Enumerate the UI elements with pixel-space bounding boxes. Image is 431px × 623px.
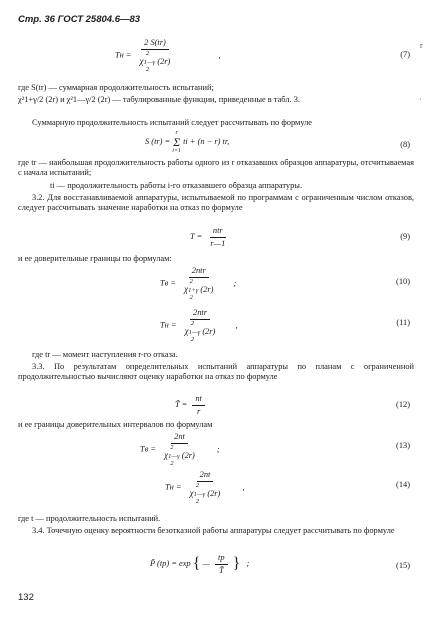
formula-13-denominator — [161, 444, 198, 468]
paragraph-bounds-2: и ее границы доверительных интервалов по формулам — [18, 420, 213, 429]
equation-number-14: (14) — [396, 480, 410, 489]
formula-11-chi — [185, 321, 201, 344]
paragraph-bounds-1: и ее доверительные границы по формулам: — [18, 254, 172, 263]
formula-15-tail: ; — [246, 559, 250, 569]
formula-9 — [190, 226, 231, 248]
formula-14-fraction — [187, 470, 224, 505]
formula-10-fraction — [181, 266, 216, 301]
paragraph-where-chi: χ²1+γ/2 (2r) и χ²1—γ/2 (2r) — табулированные функции, приведенные в табл. 3. — [18, 95, 300, 104]
chi-symbol: χ — [184, 326, 189, 337]
paragraph-where-t: где t — продолжительность испытаний. — [18, 514, 161, 523]
formula-13-lhs: Tв = — [140, 444, 157, 454]
formula-9-numerator: ntr — [210, 226, 226, 238]
formula-12-fraction — [192, 394, 205, 416]
equation-number-15: (15) — [396, 561, 410, 570]
formula-14 — [165, 470, 245, 505]
equation-number-8: (8) — [400, 140, 410, 149]
chi-superscript: 2 — [145, 49, 150, 57]
formula-11-arg: (2r) — [202, 326, 216, 336]
formula-15: P̃ (tр) = exp { — $\frac{tр}{T̃}$ } ; — [150, 553, 250, 575]
chi-half: 2 — [190, 335, 195, 343]
chi-superscript: 2 — [195, 481, 200, 489]
formula-10-lhs: Tв = — [160, 278, 177, 288]
chi-half: 2 — [195, 497, 200, 505]
formula-11-numerator: 2ntr — [190, 308, 210, 320]
formula-11 — [160, 308, 238, 343]
equation-number-12: (12) — [396, 400, 410, 409]
chi-index: 1+γ — [188, 287, 199, 295]
formula-10-chi — [184, 279, 198, 302]
formula-10-tail: ; — [233, 278, 237, 288]
formula-11-fraction — [182, 308, 219, 343]
chi-symbol: χ — [189, 488, 194, 499]
chi-index: 1—γ — [143, 59, 156, 67]
formula-14-numerator: 2nt — [197, 470, 214, 482]
equation-number-7: (7) — [400, 50, 410, 59]
chi-index: 1—γ — [188, 329, 201, 337]
formula-7-numerator: 2 S(tr) — [141, 38, 169, 50]
sum-upper-limit: r — [175, 130, 178, 136]
sum-symbol — [172, 130, 181, 154]
formula-12-numerator: nt — [192, 394, 205, 406]
formula-12 — [175, 394, 208, 416]
formula-14-chi — [190, 483, 206, 506]
chi-index: 1—γ — [193, 491, 206, 499]
formula-12-denominator: r — [196, 406, 201, 416]
sigma-icon: Σ — [173, 135, 181, 149]
formula-7 — [115, 38, 221, 73]
formula-13-tail: ; — [216, 444, 220, 454]
formula-11-denominator — [182, 320, 219, 344]
formula-15-fraction — [215, 553, 228, 575]
chi-symbol: χ — [184, 284, 189, 295]
paragraph-where-tr-moment: где tr — момент наступления r-го отказа. — [32, 350, 178, 359]
formula-15-denominator: T̃ — [218, 565, 224, 575]
paragraph-where-s: где S(tr) — суммарная продолжительность испытаний; — [18, 83, 214, 92]
formula-13-numerator: 2nt — [171, 432, 188, 444]
formula-7-chi — [140, 51, 156, 74]
chi-half: 2 — [145, 65, 150, 73]
chi-symbol: χ — [139, 56, 144, 67]
formula-14-arg: (2r) — [207, 488, 221, 498]
chi-superscript: 2 — [190, 319, 195, 327]
paragraph-where-ti: ti — продолжительность работы i-го отказавшего образца аппаратуры. — [50, 181, 303, 190]
right-brace: } — [232, 554, 241, 572]
sum-lower-limit: i=1 — [172, 148, 182, 154]
formula-14-tail: , — [242, 482, 245, 492]
formula-15-lhs: P̃ (tр) = exp — [150, 559, 191, 569]
chi-index: 1—γ — [168, 453, 180, 461]
formula-10-numerator: 2ntr — [189, 266, 209, 278]
chi-superscript: 2 — [189, 277, 193, 285]
paragraph-where-tr: где tr — наибольшая продолжительность работы одного из r отказавших образцов аппаратуры, отсчитываемая с начала испытаний; — [18, 158, 414, 177]
formula-11-lhs: Tн = — [160, 320, 177, 330]
formula-14-lhs: Tн = — [165, 482, 182, 492]
equation-number-10: (10) — [396, 277, 410, 286]
paragraph-3-2: 3.2. Для восстанавливаемой аппаратуры, испытываемой по программам с ограниченным числом отказов, следует рассчитывать значение наработки на отказ по формуле — [18, 193, 414, 212]
formula-13-chi — [164, 445, 180, 468]
page-number: 132 — [18, 592, 34, 603]
formula-9-fraction — [207, 226, 228, 248]
formula-14-denominator — [187, 482, 224, 506]
paragraph-3-4: 3.4. Точечную оценку вероятности безотказной работы аппаратуры следует рассчитывать по формуле — [32, 526, 395, 535]
formula-7-fraction — [137, 38, 174, 73]
formula-10-arg: (2r) — [200, 284, 214, 294]
formula-13-arg: (2r) — [181, 450, 195, 460]
equation-number-9: (9) — [400, 232, 410, 241]
left-brace: { — [192, 554, 201, 572]
formula-11-tail: , — [235, 320, 238, 330]
formula-8 — [145, 130, 229, 154]
formula-10-denominator — [181, 278, 216, 302]
equation-number-11: (11) — [396, 318, 410, 327]
page-header: Стр. 36 ГОСТ 25804.6—83 — [18, 14, 141, 25]
chi-symbol: χ — [164, 450, 169, 461]
paragraph-sum-formula: Суммарную продолжительность испытаний следует рассчитывать по формуле — [32, 118, 313, 127]
formula-7-arg: (2r) — [157, 56, 171, 66]
margin-mark-top: r — [420, 41, 423, 50]
formula-9-denominator: r—1 — [210, 238, 226, 248]
formula-15-numerator: tр — [215, 553, 228, 565]
formula-10 — [160, 266, 236, 301]
chi-half: 2 — [189, 293, 193, 301]
formula-8-lhs: S (tr) = — [145, 136, 171, 146]
margin-mark-middle: · — [419, 95, 422, 104]
formula-12-lhs: T̃ = — [175, 400, 188, 410]
formula-8-rhs: ti + (n − r) tr, — [183, 136, 230, 146]
formula-7-tail: , — [218, 50, 221, 60]
formula-13-fraction — [161, 432, 198, 467]
paragraph-3-3: 3.3. По результатам определительных испытаний аппаратуры по планам с ограниченной продолжительностью вычисляют оценку наработки на отказ по формуле — [18, 362, 414, 381]
formula-7-denominator — [137, 50, 174, 74]
formula-7-lhs: Tн = — [115, 50, 132, 60]
chi-half: 2 — [170, 459, 174, 467]
formula-9-lhs: T = — [190, 232, 203, 242]
chi-superscript: 2 — [170, 443, 174, 451]
equation-number-13: (13) — [396, 441, 410, 450]
formula-13 — [140, 432, 220, 467]
